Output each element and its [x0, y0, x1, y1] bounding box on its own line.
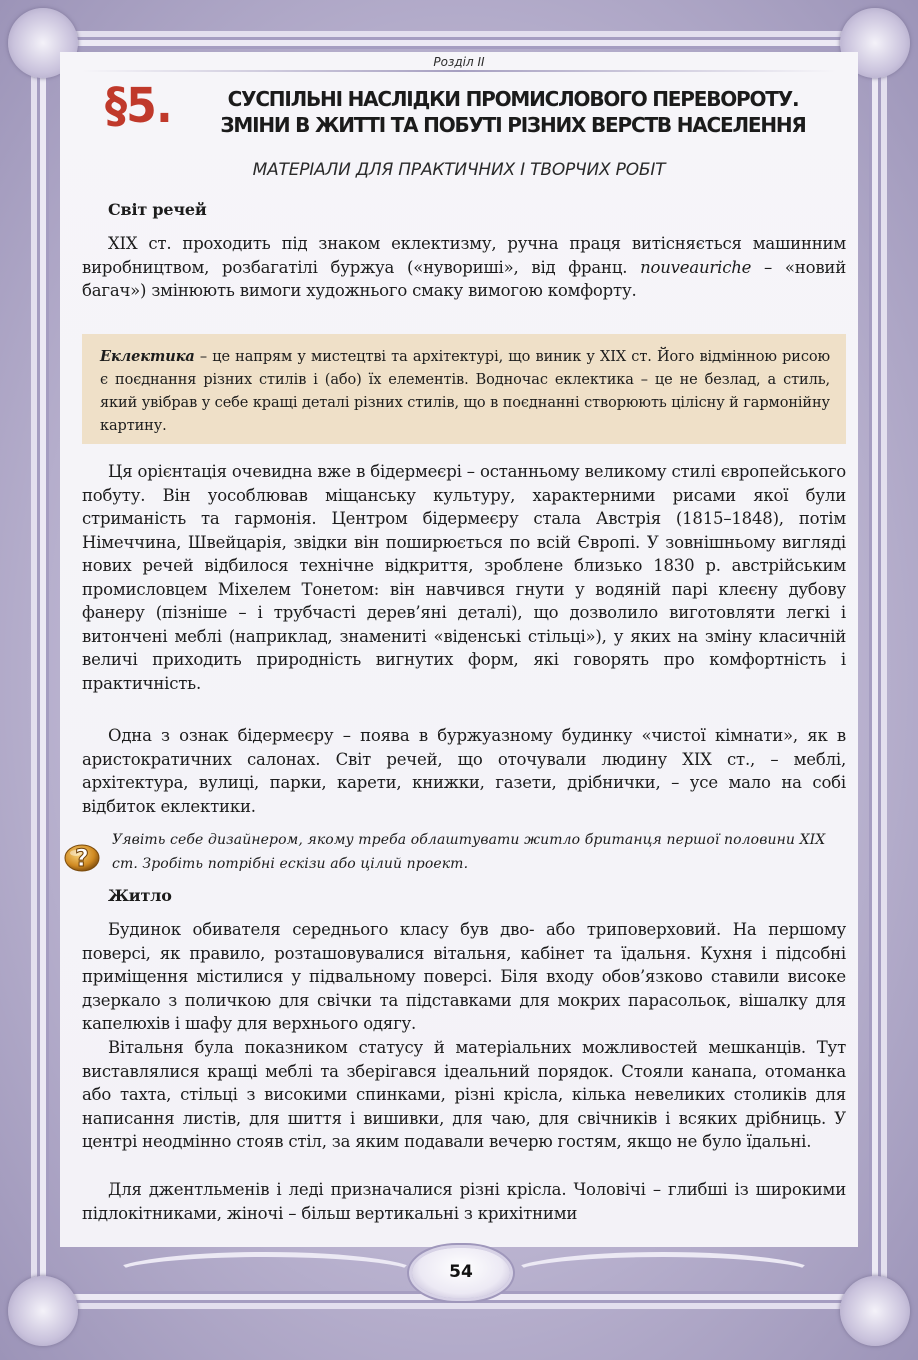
title-line-2: ЗМІНИ В ЖИТТІ ТА ПОБУТІ РІЗНИХ ВЕРСТВ НАСЕЛЕННЯ	[220, 113, 806, 137]
paragraph-biedermeier: Ця орієнтація очевидна вже в бідермеєрі – останньому великому стилі європейського побуту. Він уособлював міщанську культуру, характерними рисами якої були стриманість та гармонія. Центром бідермеєру стала Австрія (1815–1848), потім Німеччина, Швейцарія, звідки він поширюється по всій Європі. У зовнішньому вигляді нових речей відбилося технічне відкриття, зроблене близько 1830 р. австрійським промисловцем Міхелем Тонетом: він навчився гнути у водяній парі клеєну дубову фанеру (пізніше – і трубчасті дерев’яні деталі), що дозволило виготовляти легкі і витончені меблі (наприклад, знамениті «віденські стільці»), у яких на зміну класичній величі приходить природність вигнутих форм, які говорять про комфортність і практичність.	[82, 462, 846, 693]
paragraph-text: – «новий багач») змінюють вимоги художнього смаку вимогою комфорту.	[82, 257, 846, 300]
paragraph-house: Будинок обивателя середнього класу був дво- або триповерховий. На першому поверсі, як правило, розташовувалися вітальня, кабінет та їдальня. Кухня і підсобні приміщення містилися у підвальному поверсі. Біля входу обов’язково ставили високе дзеркало з поличкою для свічки та підставками для мокрих парасольок, вішалку для капелюхів і шафу для верхнього одягу.	[82, 920, 846, 1033]
bottom-ornament-right	[508, 1252, 818, 1296]
definition-box	[82, 334, 846, 444]
paragraph-clean-room: Одна з ознак бідермеєру – поява в буржуазному будинку «чистої кімнати», як в аристократичних салонах. Світ речей, що оточували людину XIX ст., – меблі, архітектура, вулиці, парки, карети, книжки, газети, дрібнички, – усе мало на собі відбиток еклектики.	[82, 726, 846, 816]
paragraph-number: §5.	[105, 78, 172, 134]
section-label-divider	[82, 70, 836, 72]
definition-term: Еклектика	[100, 348, 195, 365]
creative-task: Уявіть себе дизайнером, якому треба облаштувати житло британця першої половини XIX ст. Зробіть потрібні ескізи або цілий проект.	[112, 832, 826, 872]
svg-text:?: ?	[75, 844, 89, 872]
section-heading-things: Світ речей	[108, 200, 207, 219]
page-title	[178, 86, 848, 138]
bottom-ornament-left	[110, 1252, 420, 1296]
page-number: 54	[449, 1262, 473, 1282]
paragraph-text: XIX ст. проходить під знаком еклектизму, ручна праця витісняється машинним виробництвом, розбагатілі буржуа («нувориші», від франц.	[82, 234, 846, 277]
paragraph-italic-term: nouveauriche	[640, 257, 752, 277]
corner-ornament-bottom-right	[840, 1276, 910, 1346]
definition-text: – це напрям у мистецтві та архітектурі, що виник у XIX ст. Його відмінною рисою є поєднання різних стилів і (або) їх елементів. Водночас еклектика – це не безлад, а стиль, який увібрав у себе кращі деталі різних стилів, що в поєднанні створюють цілісну й гармонійну картину.	[100, 349, 830, 434]
page-subtitle: МАТЕРІАЛИ ДЛЯ ПРАКТИЧНИХ І ТВОРЧИХ РОБІТ	[252, 160, 666, 180]
question-icon	[62, 834, 102, 874]
page-number-badge	[412, 1248, 510, 1298]
title-line-1: СУСПІЛЬНІ НАСЛІДКИ ПРОМИСЛОВОГО ПЕРЕВОРОТУ.	[227, 87, 799, 111]
section-label: Розділ II	[433, 55, 485, 69]
section-heading-housing: Житло	[108, 886, 172, 905]
paragraph-living-room: Вітальня була показником статусу й матеріальних можливостей мешканців. Тут виставлялися кращі меблі та зберігався ідеальний порядок. Стояли канапа, отоманка або тахта, стільці з високими спинками, різні крісла, кілька невеликих столиків для написання листів, для шиття і вишивки, для чаю, для свічників і всяких дрібниць. У центрі неодмінно стояв стіл, за яким подавали вечерю гостям, якщо не було їдальні.	[82, 1038, 846, 1151]
corner-ornament-bottom-left	[8, 1276, 78, 1346]
paragraph-eclecticism	[82, 232, 846, 303]
page-content	[60, 52, 858, 1247]
paragraph-chairs: Для джентльменів і леді призначалися різні крісла. Чоловічі – глибші із широкими підлокітниками, жіночі – більш вертикальні з крихітними	[82, 1180, 846, 1223]
